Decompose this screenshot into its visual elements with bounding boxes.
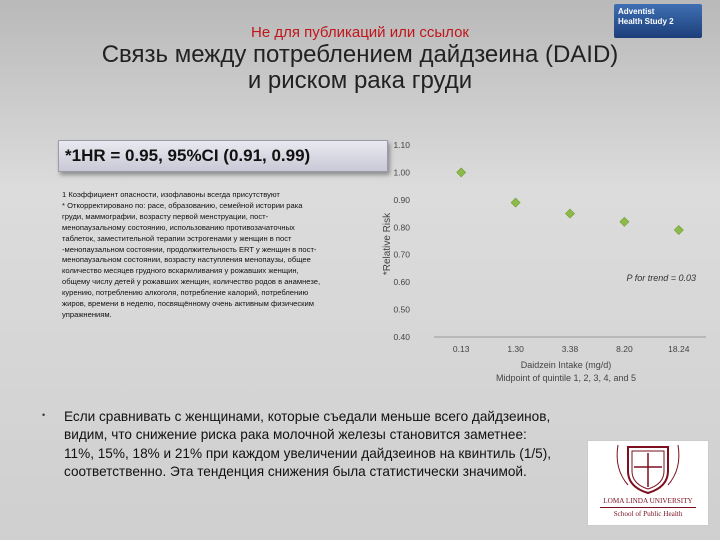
disclaimer: Не для публикаций или ссылок [250,24,469,41]
bullet-line-3: 11%, 15%, 18% и 21% при каждом увеличении дайдзеинов на квинтиль (1/5), [64,445,552,461]
bullet-marker: • [42,410,46,420]
y-tick-label: 0.50 [393,304,410,315]
university-seal-icon [588,441,708,497]
y-tick-label: 1.00 [393,167,410,178]
logo-divider [600,507,696,508]
bullet-line-4: соответственно. Эта тенденция снижения была статистически значимой. [64,464,527,480]
y-tick-label: 0.60 [393,277,410,288]
footnote-line-2: * Откорректировано по: расе, образованию, семейной истории рака груди, маммографии, возрасту первой менструации, пост-менопаузальному состоянию, использованию противозачаточных таблеток, заместительной терапии эстрогенами у женщин в пост -менопаузальном состоянии, продолжительность ERT у женщин в пост-менопаузальном состоянии, возрасту наступления менопаузы, общее количество месяцев грудного вскармливания у рожавших женщин, общему числу детей у рожавших женщин, количество родов в анамнезе, курению, потреблению алкоголя, потребление калорий, потреблению жиров, времени в неделю, посвящённому очень активным физическим упражнениям. [62,200,321,319]
logo-line-2: Health Study 2 [618,17,674,26]
hazard-ratio-box [58,140,388,172]
x-tick-label: 1.30 [507,344,524,354]
x-axis-sublabel: Midpoint of quintile 1, 2, 3, 4, and 5 [495,373,637,383]
university-name: LOMA LINDA UNIVERSITY [603,497,693,505]
y-tick-label: 0.70 [393,249,410,260]
slide-title [40,42,680,94]
y-tick-label: 0.40 [393,332,410,342]
y-tick-label: 0.80 [393,222,410,233]
footnote-line-1: 1 Коэффициент опасности, изофлавоны всегда присутствуют [62,190,280,199]
data-point [457,168,466,177]
data-point [566,209,575,218]
data-point [511,198,520,207]
bullet-line-2: видим, что снижение риска рака молочной железы становится заметнее: [64,427,527,443]
x-tick-label: 0.13 [452,344,470,354]
school-name: School of Public Health [613,510,683,518]
y-axis-label: *Relative Risk [382,212,393,276]
x-tick-label: 18.24 [668,344,690,354]
footnote [62,190,324,321]
y-tick-label: 0.90 [393,194,410,205]
x-axis-label: Daidzein Intake (mg/d) [520,360,612,370]
relative-risk-chart [370,136,720,386]
data-point [674,226,683,235]
y-tick-label: 1.10 [393,140,410,150]
loma-linda-university-logo [587,440,709,526]
title-line-2: и риском рака груди [247,67,473,94]
title-line-1: Связь между потреблением дайдзеина (DAID) [101,41,619,68]
data-point [620,217,629,226]
x-tick-label: 3.38 [561,344,579,354]
p-trend-annotation: P for trend = 0.03 [626,273,696,283]
logo-line-1: Adventist [618,7,655,16]
bullet-line-1: Если сравнивать с женщинами, которые съедали меньше всего дайдзеинов, [64,409,551,424]
x-tick-label: 8.20 [616,344,633,354]
hazard-ratio-text: *1HR = 0.95, 95%CI (0.91, 0.99) [65,146,311,165]
